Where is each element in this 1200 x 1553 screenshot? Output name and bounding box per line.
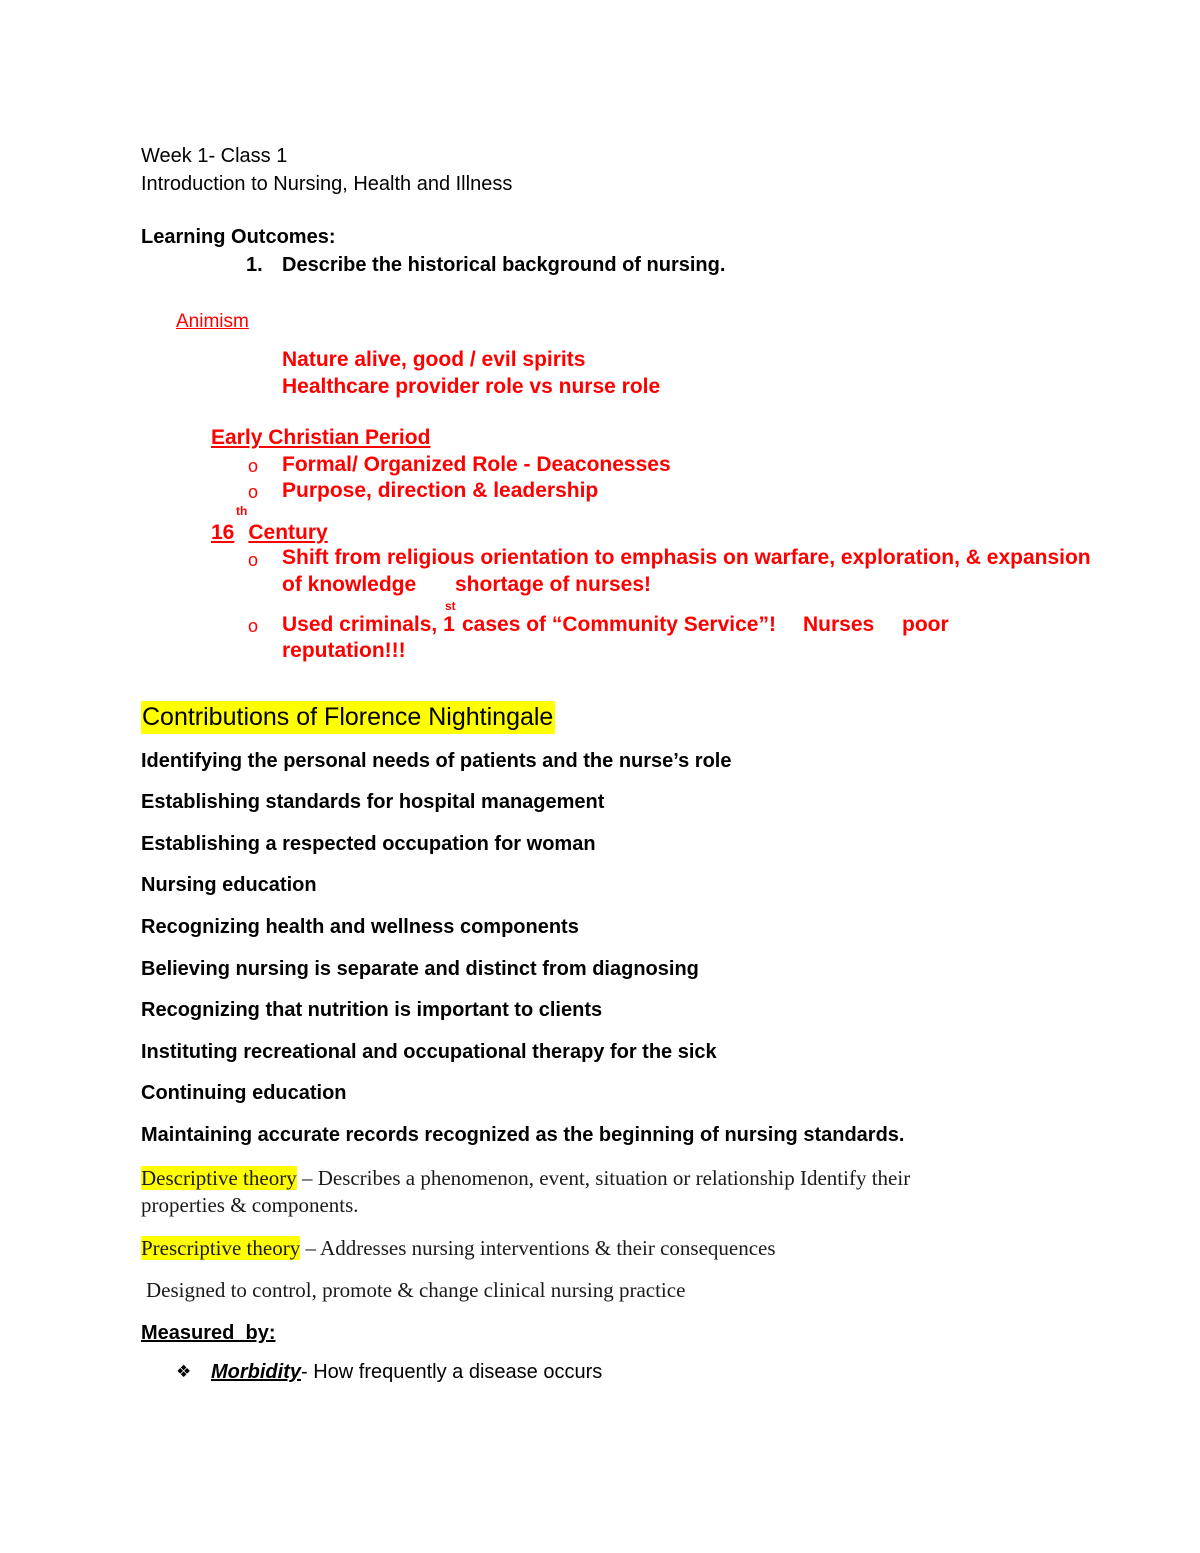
morbidity-text: - How frequently a disease occurs — [301, 1361, 603, 1383]
descriptive-theory-text: Describes a phenomenon, event, situation or relationship Identify their — [317, 1166, 911, 1190]
prescriptive-theory-line-2: Designed to control, promote & change clinical nursing practice — [146, 1278, 686, 1302]
century-bullet-2-part-3: Nurses — [803, 613, 875, 636]
nightingale-item: Establishing a respected occupation for woman — [141, 833, 596, 855]
nightingale-title — [141, 705, 555, 730]
bullet-circle-icon: o — [248, 456, 259, 476]
descriptive-theory-line-2: properties & components. — [141, 1193, 359, 1217]
learning-outcomes-heading: Learning Outcomes: — [141, 226, 336, 248]
week-label: Week 1- Class 1 — [141, 145, 288, 167]
measured-item — [211, 1362, 602, 1382]
century-bullet-2-line-2: reputation!!! — [282, 639, 406, 662]
century-superscript: th — [236, 504, 248, 518]
nightingale-item: Instituting recreational and occupational therapy for the sick — [141, 1041, 717, 1063]
nightingale-item: Identifying the personal needs of patients and the nurse’s role — [141, 750, 732, 772]
century-bullet-2-part-4: poor — [902, 613, 949, 636]
century-bullet-2-part-2: cases of “Community Service”! — [462, 613, 776, 636]
century-word: Century — [248, 521, 328, 544]
prescriptive-theory-line-1 — [141, 1238, 776, 1259]
nightingale-item: Establishing standards for hospital management — [141, 791, 605, 813]
nightingale-item: Believing nursing is separate and distinct from diagnosing — [141, 958, 699, 980]
nightingale-item: Nursing education — [141, 874, 317, 896]
prescriptive-theory-term: Prescriptive theory — [141, 1236, 301, 1260]
animism-heading: Animism — [176, 311, 249, 332]
early-christian-bullet-1: Formal/ Organized Role - Deaconesses — [282, 453, 671, 476]
outcome-text: Describe the historical background of nursing. — [282, 254, 726, 276]
nightingale-item: Recognizing that nutrition is important to clients — [141, 999, 603, 1021]
century-heading — [211, 522, 328, 543]
measured-by-heading: Measured by: — [141, 1322, 276, 1344]
bullet-circle-icon: o — [248, 482, 259, 502]
nightingale-item: Continuing education — [141, 1082, 347, 1104]
diamond-bullet-icon: ❖ — [176, 1362, 192, 1381]
descriptive-dash: – — [296, 1166, 318, 1190]
century-bullet-1-line-2a: of knowledge — [282, 573, 417, 596]
first-superscript: st — [445, 599, 456, 613]
century-bullet-1-line-2b: shortage of nurses! — [455, 573, 652, 596]
animism-line-1: Nature alive, good / evil spirits — [282, 348, 586, 371]
nightingale-title-text: Contributions of Florence Nightingale — [141, 701, 555, 734]
prescriptive-theory-text: Addresses nursing interventions & their consequences — [320, 1236, 776, 1260]
animism-line-2: Healthcare provider role vs nurse role — [282, 375, 661, 398]
century-number: 16 — [211, 521, 235, 544]
descriptive-theory-term: Descriptive theory — [141, 1166, 297, 1190]
prescriptive-dash: – — [300, 1236, 321, 1260]
nightingale-item: Recognizing health and wellness components — [141, 916, 579, 938]
century-bullet-2-part-1: Used criminals, 1 — [282, 613, 455, 636]
early-christian-heading: Early Christian Period — [211, 426, 431, 449]
morbidity-term: Morbidity — [211, 1361, 301, 1383]
page-title: Introduction to Nursing, Health and Illness — [141, 173, 513, 195]
bullet-circle-icon: o — [248, 550, 259, 570]
bullet-circle-icon: o — [248, 616, 259, 636]
outcome-number: 1. — [246, 254, 263, 276]
early-christian-bullet-2: Purpose, direction & leadership — [282, 479, 599, 502]
nightingale-item: Maintaining accurate records recognized as the beginning of nursing standards. — [141, 1124, 905, 1146]
century-bullet-1-line-1: Shift from religious orientation to emphasis on warfare, exploration, & expansion — [282, 546, 1091, 569]
descriptive-theory-line-1 — [141, 1168, 910, 1189]
